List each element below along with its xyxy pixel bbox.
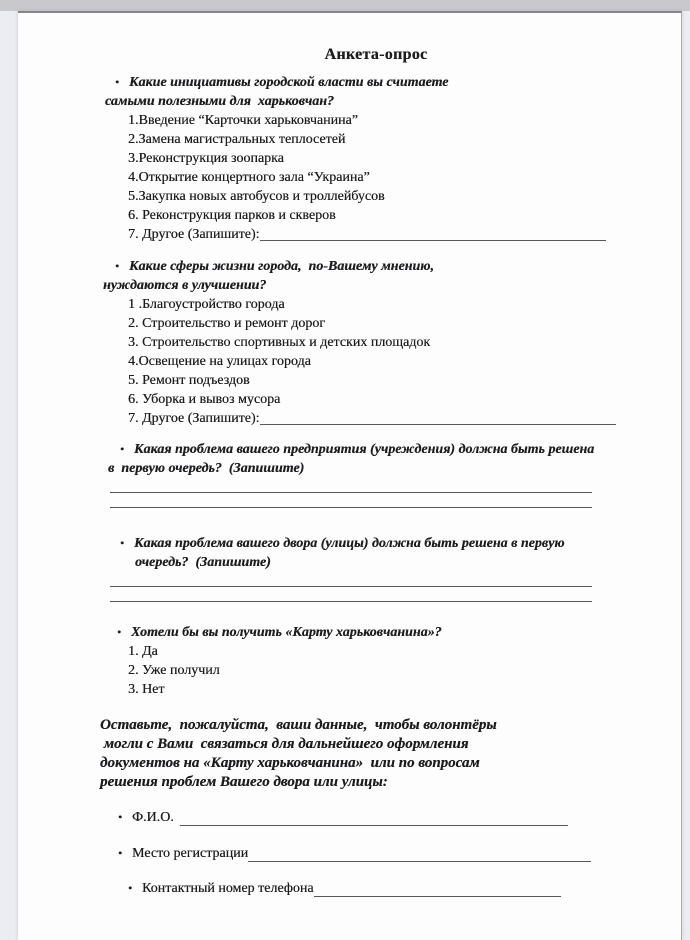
option-item: 5.Закупка новых автобусов и троллейбусов xyxy=(128,189,385,204)
answer-fill-line xyxy=(260,409,617,425)
field-label: Место регистрации xyxy=(132,846,249,861)
questionnaire-page xyxy=(18,11,682,940)
option-item: 3.Реконструкция зоопарка xyxy=(128,151,284,166)
question-enterprise-problem xyxy=(100,440,616,508)
field-label: Ф.И.О. xyxy=(132,810,174,825)
question-prompt-line: очередь? (Запишите) xyxy=(135,555,271,570)
question-prompt xyxy=(115,73,616,92)
answer-line xyxy=(110,493,592,508)
field-fill-line xyxy=(180,810,568,826)
option-item: 2. Уже получил xyxy=(128,663,220,678)
question-initiatives xyxy=(100,73,616,244)
contact-field-fio xyxy=(118,808,568,827)
option-item: 6. Уборка и вывоз мусора xyxy=(128,392,281,407)
question-prompt-line: Хотели бы вы получить «Карту харьковчанина»? xyxy=(131,625,442,640)
note-line: документов на «Карту харьковчанина» или по вопросам xyxy=(100,755,480,771)
option-item: 3. Нет xyxy=(128,682,165,697)
question-prompt-line: в первую очередь? (Запишите) xyxy=(108,461,305,476)
answer-fill-line xyxy=(260,225,607,241)
bullet-icon: • xyxy=(120,536,125,550)
bullet-icon: • xyxy=(118,810,123,824)
question-prompt xyxy=(120,440,616,459)
question-prompt-line: Какая проблема вашего предприятия (учреждения) должна быть решена xyxy=(134,442,595,457)
note-line: Оставьте, пожалуйста, ваши данные, чтобы волонтёры xyxy=(100,717,497,733)
scan-top-edge xyxy=(0,0,690,11)
option-item: 2.Замена магистральных теплосетей xyxy=(128,132,346,147)
answer-line xyxy=(110,478,592,493)
question-prompt xyxy=(117,623,616,642)
question-city-spheres xyxy=(100,257,616,428)
other-option-row xyxy=(128,225,606,244)
option-item: 7. Другое (Запишите): xyxy=(128,411,260,426)
option-item: 3. Строительство спортивных и детских площадок xyxy=(128,335,431,350)
answer-line xyxy=(110,572,592,587)
question-yard-problem xyxy=(100,534,616,602)
question-prompt-line: Какие инициативы городской власти вы считаете xyxy=(129,75,449,90)
note-line: могли с Вами связаться для дальнейшего оформления xyxy=(100,736,469,752)
field-fill-line xyxy=(314,881,561,897)
option-item: 2. Строительство и ремонт дорог xyxy=(128,316,326,331)
option-item: 4.Освещение на улицах города xyxy=(128,354,311,369)
field-label: Контактный номер телефона xyxy=(142,881,314,896)
note-line: решения проблем Вашего двора или улицы: xyxy=(100,774,388,790)
page-content xyxy=(100,13,616,898)
footer-note xyxy=(100,716,616,792)
option-item: 5. Ремонт подъездов xyxy=(128,373,250,388)
bullet-icon: • xyxy=(120,442,125,456)
option-item: 7. Другое (Запишите): xyxy=(128,227,260,242)
question-prompt-line: Какие сферы жизни города, по-Вашему мнению, xyxy=(129,259,434,274)
question-kharkiv-card xyxy=(100,623,616,699)
option-item: 6. Реконструкция парков и скверов xyxy=(128,208,336,223)
field-fill-line xyxy=(248,846,591,862)
bullet-icon: • xyxy=(118,846,123,860)
option-item: 1 .Благоустройство города xyxy=(128,297,285,312)
answer-line xyxy=(110,587,592,602)
contact-field-phone xyxy=(128,879,561,898)
other-option-row xyxy=(128,409,616,428)
option-item: 4.Открытие концертного зала “Украина” xyxy=(128,170,370,185)
question-prompt-line: самыми полезными для харьковчан? xyxy=(105,94,335,109)
bullet-icon: • xyxy=(115,259,120,273)
question-prompt-line: нуждаются в улучшении? xyxy=(103,278,267,293)
contact-field-registration xyxy=(118,844,591,863)
page-title: Анкета-опрос xyxy=(324,46,428,63)
question-prompt-line: Какая проблема вашего двора (улицы) должна быть решена в первую xyxy=(134,536,565,551)
question-prompt xyxy=(120,534,616,553)
bullet-icon: • xyxy=(115,75,120,89)
option-item: 1.Введение “Карточки харьковчанина” xyxy=(128,113,358,128)
bullet-icon: • xyxy=(117,625,122,639)
bullet-icon: • xyxy=(128,881,133,895)
option-item: 1. Да xyxy=(128,644,158,659)
question-prompt xyxy=(115,257,616,276)
